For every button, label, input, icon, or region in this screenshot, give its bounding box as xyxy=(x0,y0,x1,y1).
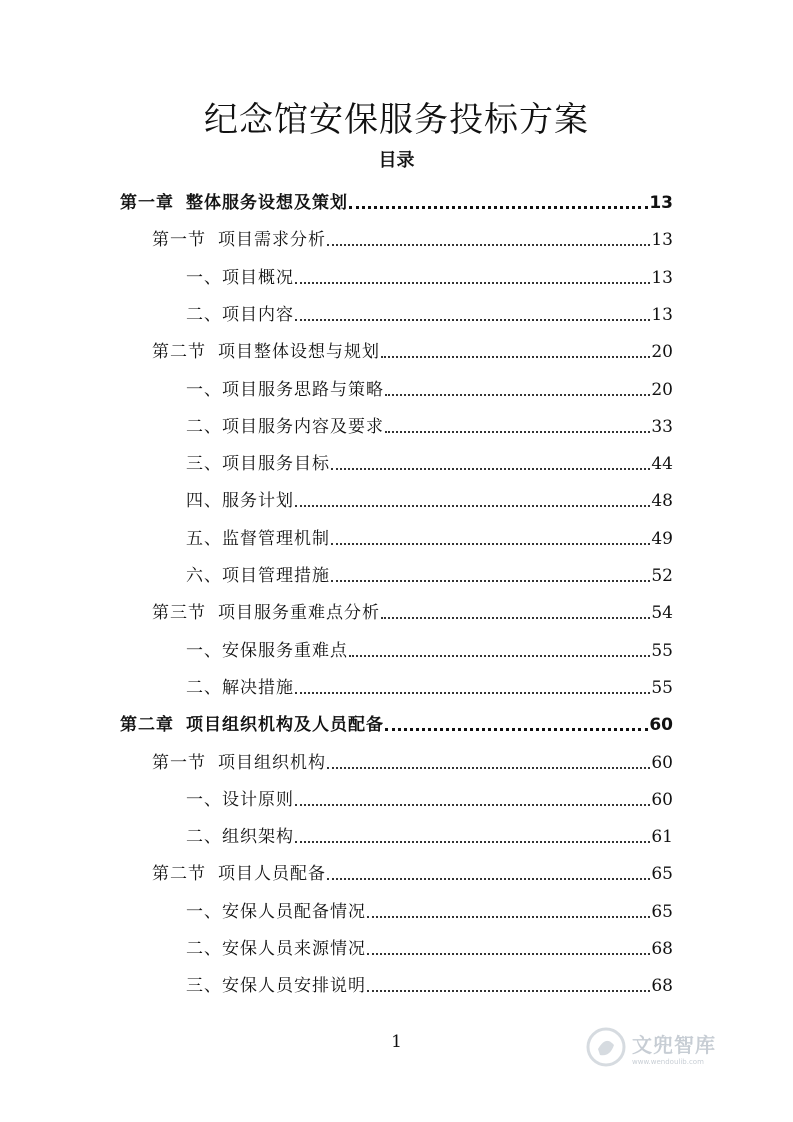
toc-subsection-entry[interactable] xyxy=(186,661,673,698)
toc-dot-leader xyxy=(367,990,650,992)
toc-entry-text: 二、项目内容 xyxy=(186,304,294,325)
toc-entry-text: 项目整体设想与规划 xyxy=(218,342,380,363)
toc-section-entry[interactable] xyxy=(152,736,673,773)
toc-entry-label xyxy=(186,417,384,437)
toc-entry-text: 四、服务计划 xyxy=(186,491,294,512)
toc-subsection-entry[interactable] xyxy=(186,885,673,922)
toc-dot-leader xyxy=(385,728,648,731)
toc-page-number: 52 xyxy=(651,566,673,586)
toc-page-number: 54 xyxy=(651,603,673,624)
toc-subsection-entry[interactable] xyxy=(186,549,673,586)
toc-chapter-entry[interactable] xyxy=(120,176,673,213)
toc-dot-leader xyxy=(349,655,650,657)
toc-entry-text: 一、安保人员配备情况 xyxy=(186,901,366,922)
toc-entry-text: 项目服务重难点分析 xyxy=(218,603,380,624)
toc-page-number: 65 xyxy=(651,864,673,885)
toc-entry-label xyxy=(186,529,330,549)
toc-entry-number: 第二节 xyxy=(152,864,206,885)
toc-page-number: 68 xyxy=(651,976,673,997)
toc-dot-leader xyxy=(327,767,650,769)
toc-entry-text: 三、项目服务目标 xyxy=(186,454,330,475)
toc-page-number: 60 xyxy=(651,752,673,773)
toc-entry-text: 项目组织机构及人员配备 xyxy=(186,715,384,736)
toc-dot-leader xyxy=(385,431,650,433)
toc-dot-leader xyxy=(327,244,650,246)
wendou-logo-icon xyxy=(586,1027,626,1067)
toc-page-number: 13 xyxy=(651,267,673,288)
toc-entry-text: 一、项目概况 xyxy=(186,267,294,288)
watermark-name: 文兜智库 xyxy=(632,1032,716,1057)
toc-entry-number: 第二节 xyxy=(152,342,206,363)
toc-subsection-entry[interactable] xyxy=(186,810,673,847)
toc-entry-text: 一、项目服务思路与策略 xyxy=(186,379,384,400)
toc-entry-number: 第二章 xyxy=(120,715,174,736)
toc-page-number: 33 xyxy=(651,416,673,437)
toc-section-entry[interactable] xyxy=(152,847,673,884)
toc-dot-leader xyxy=(331,543,650,545)
toc-entry-label xyxy=(186,976,366,996)
toc-dot-leader xyxy=(385,394,650,396)
toc-entry-text: 二、项目服务内容及要求 xyxy=(186,416,384,437)
toc-entry-label xyxy=(186,790,294,810)
toc-subsection-entry[interactable] xyxy=(186,251,673,288)
toc-entry-number: 第三节 xyxy=(152,603,206,624)
toc-page-number: 55 xyxy=(651,640,673,661)
toc-entry-label xyxy=(120,715,384,735)
toc-dot-leader xyxy=(381,356,650,358)
toc-entry-label xyxy=(152,603,380,623)
toc-subsection-entry[interactable] xyxy=(186,288,673,325)
toc-entry-label xyxy=(120,193,348,213)
toc-entry-label xyxy=(186,902,366,922)
toc-page-number: 55 xyxy=(651,677,673,698)
toc-entry-text: 项目组织机构 xyxy=(218,752,326,773)
toc-entry-text: 五、监督管理机制 xyxy=(186,528,330,549)
toc-page-number: 13 xyxy=(649,193,673,213)
toc-entry-label xyxy=(186,566,330,586)
toc-entry-label xyxy=(152,230,326,250)
toc-entry-label xyxy=(186,268,294,288)
toc-entry-label xyxy=(186,939,366,959)
toc-entry-number: 第一节 xyxy=(152,230,206,251)
toc-dot-leader xyxy=(381,617,650,619)
toc-page-number: 20 xyxy=(651,342,673,363)
toc-page-number: 48 xyxy=(651,491,673,512)
toc-entry-text: 三、安保人员安排说明 xyxy=(186,976,366,997)
toc-section-entry[interactable] xyxy=(152,325,673,362)
toc-page-number: 60 xyxy=(651,789,673,810)
toc-dot-leader xyxy=(295,841,650,843)
toc-dot-leader xyxy=(295,505,650,507)
toc-entry-label xyxy=(186,305,294,325)
toc-entry-text: 项目需求分析 xyxy=(218,230,326,251)
toc-dot-leader xyxy=(349,206,648,209)
watermark xyxy=(586,1022,756,1072)
toc-dot-leader xyxy=(331,468,650,470)
document-title: 纪念馆安保服务投标方案 xyxy=(204,100,589,140)
toc-page-number: 49 xyxy=(651,528,673,549)
toc-entry-text: 项目人员配备 xyxy=(218,864,326,885)
toc-subsection-entry[interactable] xyxy=(186,363,673,400)
toc-chapter-entry[interactable] xyxy=(120,698,673,735)
toc-section-entry[interactable] xyxy=(152,213,673,250)
toc-page-number: 60 xyxy=(649,715,673,736)
toc-entry-label xyxy=(186,827,294,847)
toc-page-number: 20 xyxy=(651,379,673,400)
toc-dot-leader xyxy=(327,878,650,880)
toc-dot-leader xyxy=(295,319,650,321)
toc-entry-label xyxy=(152,753,326,773)
toc-entry-text: 整体服务设想及策划 xyxy=(186,193,348,213)
toc-entry-label xyxy=(186,678,294,698)
toc-dot-leader xyxy=(295,804,650,806)
toc-entry-text: 二、解决措施 xyxy=(186,677,294,698)
toc-subsection-entry[interactable] xyxy=(186,400,673,437)
toc-subsection-entry[interactable] xyxy=(186,922,673,959)
toc-subsection-entry[interactable] xyxy=(186,624,673,661)
toc-entry-number: 第一节 xyxy=(152,752,206,773)
toc-entry-label xyxy=(186,454,330,474)
toc-entry-label xyxy=(186,380,384,400)
toc-entry-text: 二、组织架构 xyxy=(186,827,294,848)
toc-page-number: 65 xyxy=(651,901,673,922)
toc-entry-text: 一、设计原则 xyxy=(186,789,294,810)
toc-entry-label xyxy=(186,491,294,511)
toc-dot-leader xyxy=(367,916,650,918)
toc-entry-label xyxy=(186,641,348,661)
toc-page-number: 61 xyxy=(651,827,673,848)
toc-dot-leader xyxy=(367,953,650,955)
toc-entry-label xyxy=(152,864,326,884)
toc-page-number: 44 xyxy=(651,454,673,475)
toc-entry-text: 六、项目管理措施 xyxy=(186,566,330,586)
toc-dot-leader xyxy=(295,692,650,694)
toc-subsection-entry[interactable] xyxy=(186,437,673,474)
toc-dot-leader xyxy=(295,282,650,284)
toc-dot-leader xyxy=(331,580,650,582)
toc-page-number: 13 xyxy=(651,304,673,325)
toc-page-number: 68 xyxy=(651,939,673,959)
toc-page-number: 13 xyxy=(651,230,673,251)
toc-section-entry[interactable] xyxy=(152,586,673,623)
toc-subsection-entry[interactable] xyxy=(186,512,673,549)
toc-entry-text: 二、安保人员来源情况 xyxy=(186,939,366,959)
watermark-url: www.wendoulib.com xyxy=(632,1057,704,1066)
page-number: 1 xyxy=(391,1032,402,1052)
toc-entry-text: 一、安保服务重难点 xyxy=(186,640,348,661)
toc-heading: 目录 xyxy=(378,150,415,171)
toc-subsection-entry[interactable] xyxy=(186,773,673,810)
toc-entry-label xyxy=(152,342,380,362)
toc-subsection-entry[interactable] xyxy=(186,959,673,996)
toc-entry-number: 第一章 xyxy=(120,193,174,213)
toc-subsection-entry[interactable] xyxy=(186,474,673,511)
